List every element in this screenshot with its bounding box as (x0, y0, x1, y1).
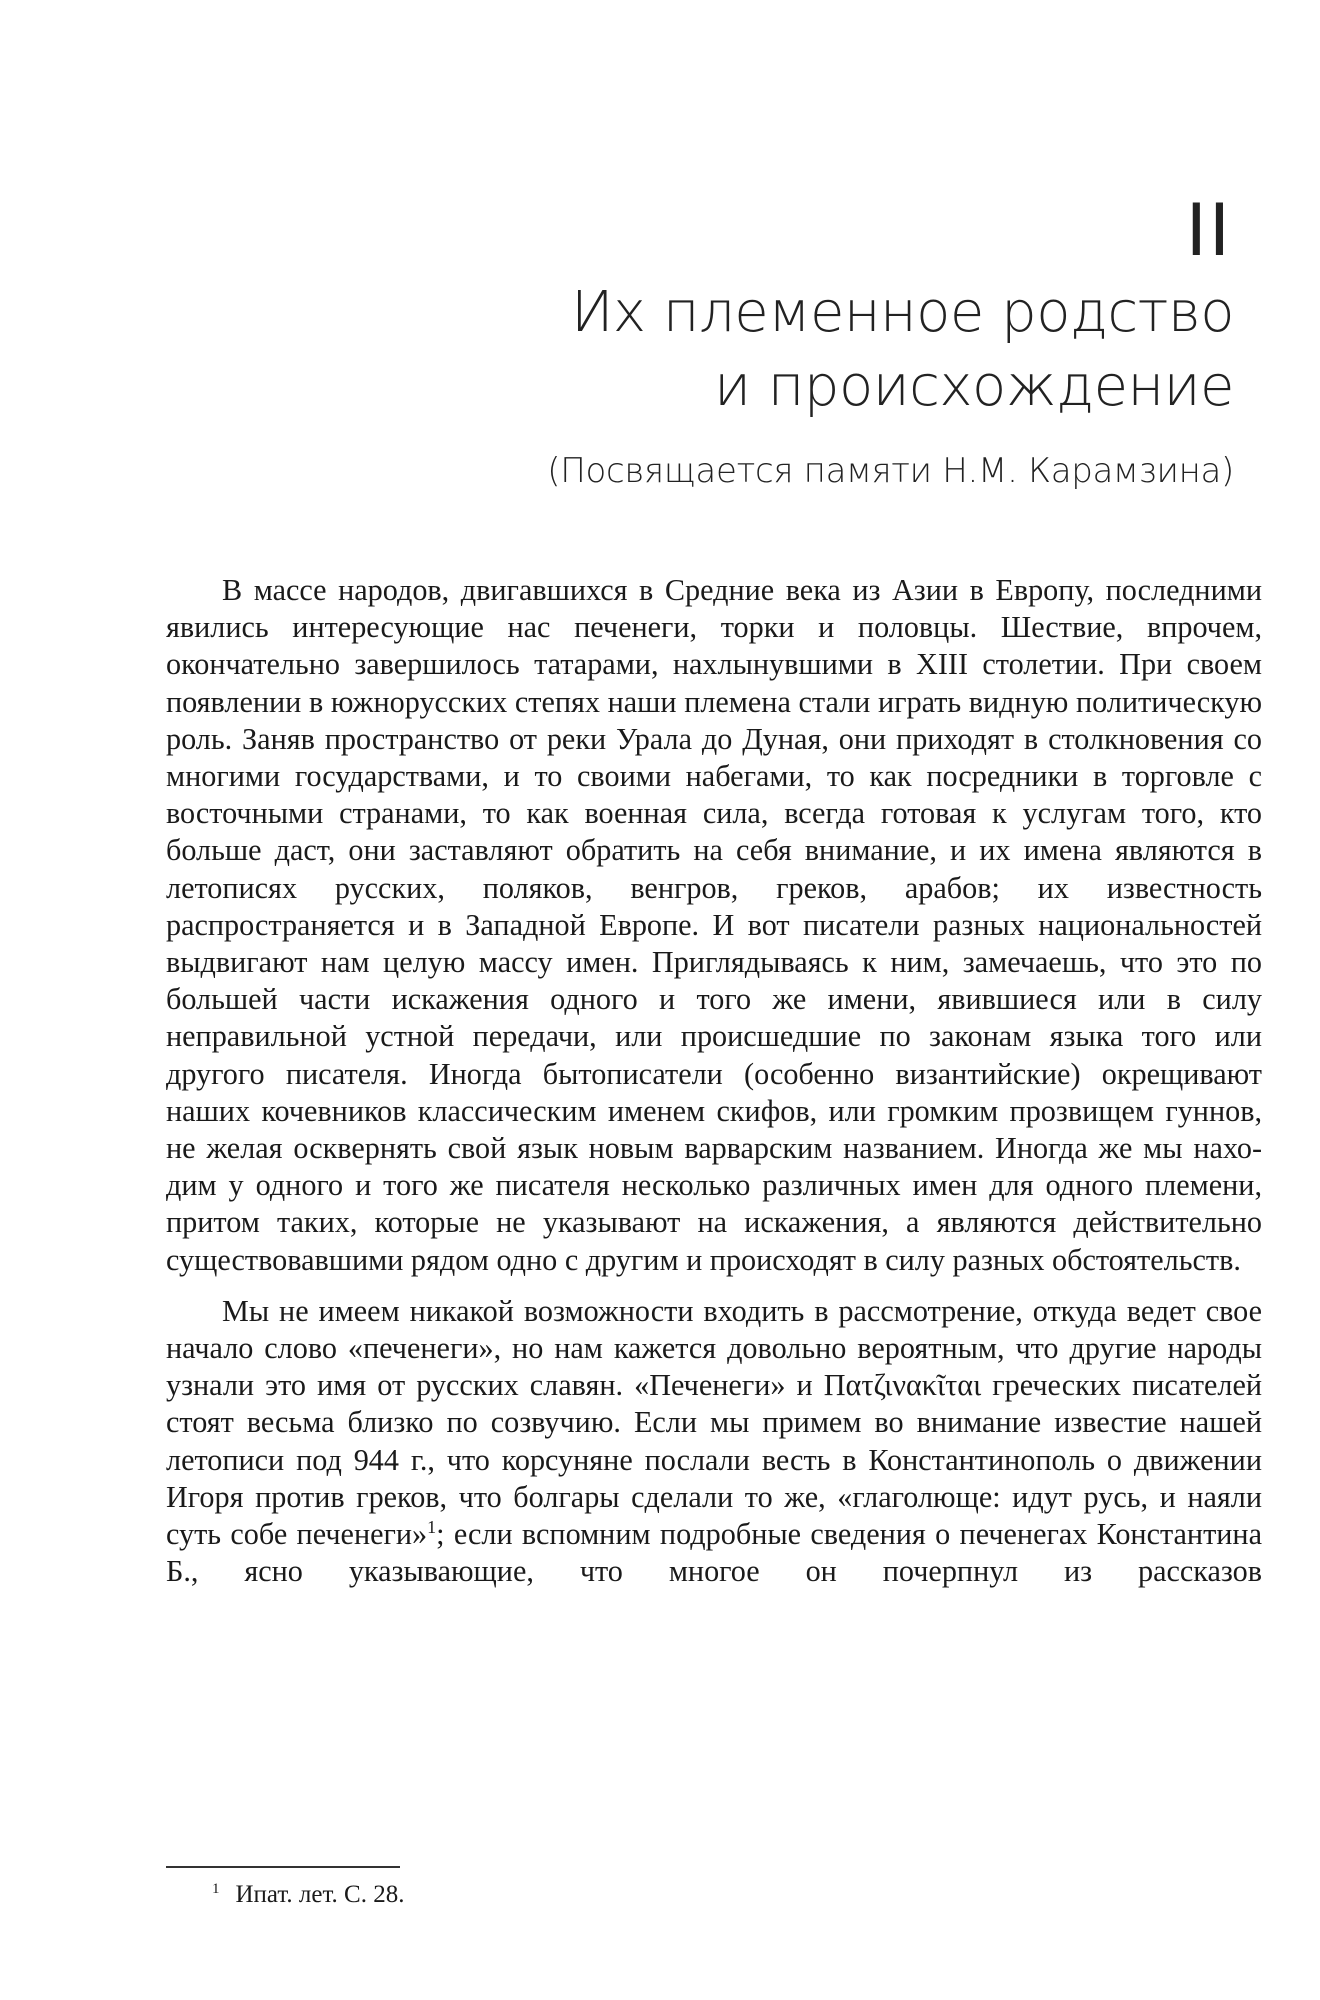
footnote-divider (166, 1866, 400, 1868)
chapter-heading (334, 187, 1234, 492)
paragraph-1: В массе народов, двигавшихся в Средние века из Азии в Европу, последними явились интересующие нас печенеги, торки и половцы. Шествие, впрочем, окончательно завершилось татарами, нахлынувшими в XIII столетии. При своем появлении в южнорусских степях наши племена стали играть видную политическую роль. Заняв пространство от реки Урала до Дуная, они приходят в столкновения со многими государствами, и то своими набегами, то как посредники в торговле с восточными странами, то как военная сила, всегда готовая к услугам того, кто больше даст, они заставляют обратить на себя внимание, и их имена являются в летописях русских, поляков, венгров, греков, арабов; их известность распространяется и в Западной Европе. И вот писатели разных национальностей выдвигают нам целую массу имен. Приглядываясь к ним, замечаешь, что это по большей части искажения одного и того же имени, явившиеся или в силу неправильной устной передачи, или происшедшие по законам языка того или другого писателя. Иногда бытописатели (особенно византийские) окрещивают наших кочевников классическим именем скифов, или громким прозвищем гуннов, не желая осквернять свой язык новым варварским названием. Иногда же мы находим у одного и того же писателя несколько различных имен для одного племени, притом таких, которые не указывают на искажения, а являются действительно существовавшими рядом одно с другим и происходят в силу разных обстоятельств. (166, 573, 1262, 1277)
chapter-title (334, 276, 1234, 424)
chapter-title-line-2: и происхождение (714, 354, 1234, 419)
paragraph-2-continuation: ; если вспомним подробные сведения о печенегах Константина Б., ясно указывающие, что многое он почерпнул из рассказов (166, 1517, 1262, 1589)
footnote (212, 1880, 404, 1910)
footnote-reference[interactable]: 1 (427, 1517, 437, 1538)
paragraph-2 (166, 1293, 1262, 1591)
footnote-text: Ипат. лет. С. 28. (235, 1881, 405, 1908)
body-text (166, 572, 1262, 1590)
chapter-title-line-1: Их племенное родство (571, 280, 1234, 345)
chapter-number: II (1185, 187, 1232, 272)
chapter-dedication: (Посвящается памяти Н.М. Карамзина) (547, 451, 1234, 491)
paragraph-2-text: Мы не имеем никакой возможности входить в рассмотрение, откуда ведет свое начало слово «печенеги», но нам кажется довольно вероятным, что другие народы узнали это имя от русских славян. «Печенеги» и Πατζινακῖται греческих писателей стоят весьма близко по созвучию. Если мы примем во внимание известие нашей летописи под 944 г., что корсуняне послали весть в Константинополь о движении Игоря против греков, что болгары сделали то же, «глаголюще: идут русь, и наяли суть собе печенеги» (166, 1293, 1262, 1552)
footnote-mark: 1 (212, 1880, 220, 1897)
